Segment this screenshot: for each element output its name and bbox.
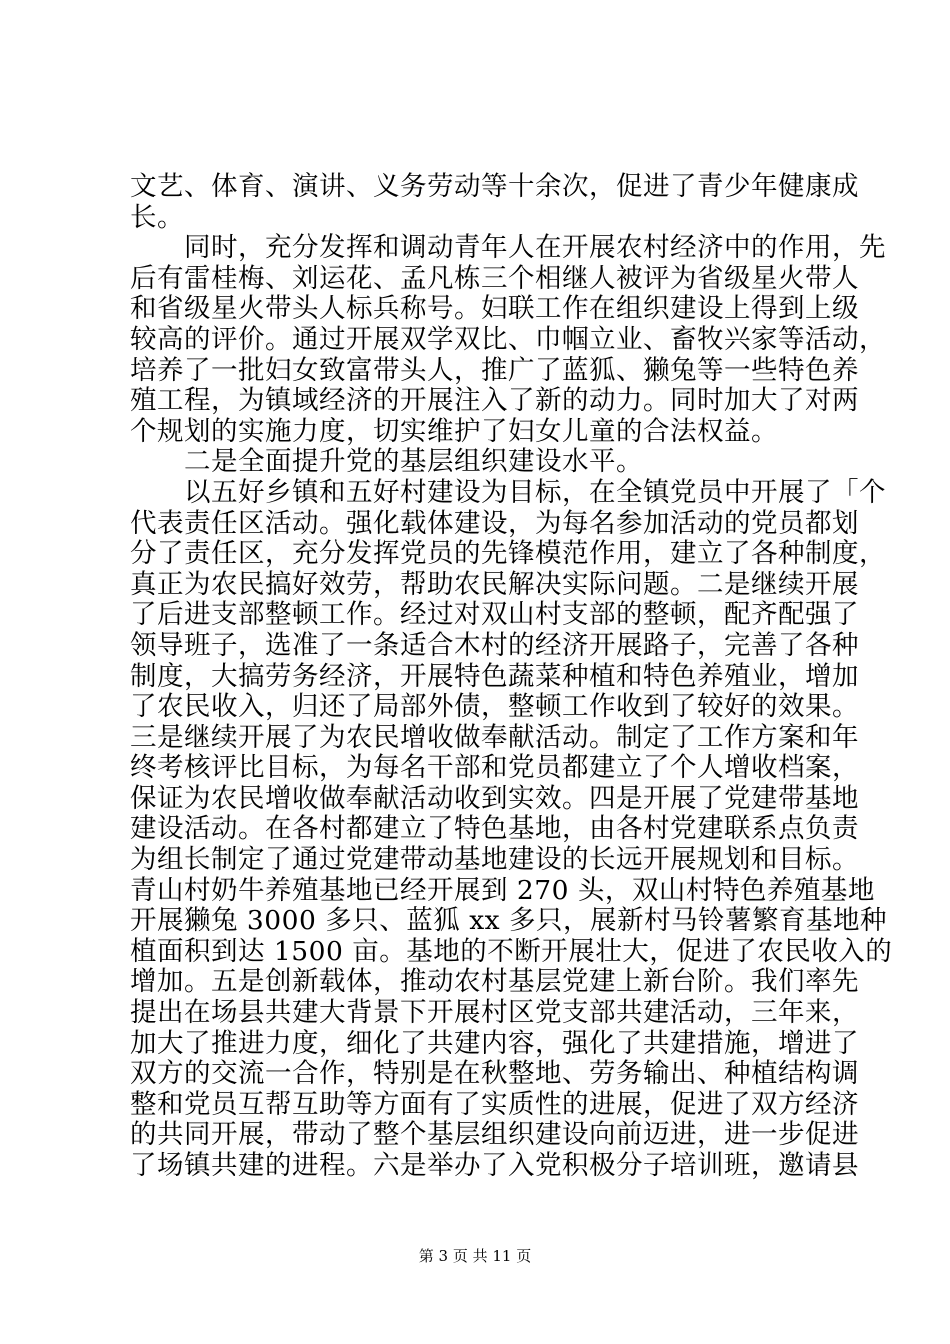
- text-line: 了场镇共建的进程。六是举办了入党积极分子培训班，邀请县: [130, 1150, 859, 1181]
- text-line: 和省级星火带头人标兵称号。妇联工作在组织建设上得到上级: [130, 293, 859, 325]
- text-line: 整和党员互帮互助等方面有了实质性的进展，促进了双方经济: [130, 1088, 859, 1120]
- text-line: 三是继续开展了为农民增收做奉献活动。制定了工作方案和年: [130, 721, 859, 753]
- text-line: 青山村奶牛养殖基地已经开展到 270 头，双山村特色养殖基地: [130, 874, 875, 906]
- text-line: 植面积到达 1500 亩。基地的不断开展壮大，促进了农民收入的: [130, 935, 893, 967]
- text-line: 保证为农民增收做奉献活动收到实效。四是开展了党建带基地: [130, 782, 859, 814]
- text-line: 了后进支部整顿工作。经过对双山村支部的整顿，配齐配强了: [130, 599, 859, 631]
- text-line: 提出在场县共建大背景下开展村区党支部共建活动，三年来，: [130, 997, 859, 1029]
- text-line: 的共同开展，带动了整个基层组织建设向前迈进，进一步促进: [130, 1119, 859, 1151]
- text-line: 加大了推进力度，细化了共建内容，强化了共建措施，增进了: [130, 1027, 859, 1059]
- text-line: 增加。五是创新载体，推动农村基层党建上新台阶。我们率先: [130, 966, 859, 998]
- text-line: 制度，大搞劳务经济，开展特色蔬菜种植和特色养殖业，增加: [130, 660, 859, 692]
- text-line: 培养了一批妇女致富带头人，推广了蓝狐、獭兔等一些特色养: [130, 354, 859, 386]
- text-line: 二是全面提升党的基层组织建设水平。: [130, 446, 643, 478]
- text-line: 代表责任区活动。强化载体建设，为每名参加活动的党员都划: [130, 507, 859, 539]
- text-line: 文艺、体育、演讲、义务劳动等十余次，促进了青少年健康成: [130, 171, 859, 202]
- text-line: 同时，充分发挥和调动青年人在开展农村经济中的作用，先: [130, 232, 886, 264]
- text-line: 个规划的实施力度，切实维护了妇女儿童的合法权益。: [130, 415, 778, 447]
- text-line: 终考核评比目标，为每名干部和党员都建立了个人增收档案，: [130, 752, 859, 784]
- text-line: 较高的评价。通过开展双学双比、巾帼立业、畜牧兴家等活动，: [130, 323, 886, 355]
- text-line: 后有雷桂梅、刘运花、孟凡栋三个相继人被评为省级星火带人: [130, 262, 859, 294]
- text-line: 以五好乡镇和五好村建设为目标，在全镇党员中开展了「个: [130, 476, 886, 508]
- text-line: 建设活动。在各村都建立了特色基地，由各村党建联系点负责: [130, 813, 859, 845]
- text-line: 为组长制定了通过党建带动基地建设的长远开展规划和目标。: [130, 844, 859, 876]
- text-line: 双方的交流一合作，特别是在秋整地、劳务输出、种植结构调: [130, 1058, 859, 1090]
- page-number: 第 3 页 共 11 页: [418, 1247, 532, 1265]
- text-line: 领导班子，选准了一条适合木村的经济开展路子，完善了各种: [130, 629, 859, 661]
- text-line: 殖工程，为镇域经济的开展注入了新的动力。同时加大了对两: [130, 385, 859, 417]
- text-line: 真正为农民搞好效劳，帮助农民解决实际问题。二是继续开展: [130, 568, 859, 600]
- text-line: 分了责任区，充分发挥党员的先锋模范作用，建立了各种制度，: [130, 538, 886, 570]
- page-footer: [0, 1246, 950, 1266]
- text-line: 了农民收入，归还了局部外债，整顿工作收到了较好的效果。: [130, 691, 859, 723]
- document-body: [130, 171, 893, 1182]
- text-line: 长。: [130, 201, 184, 233]
- text-line: 开展獭兔 3000 多只、蓝狐 xx 多只，展新村马铃薯繁育基地种: [130, 905, 888, 937]
